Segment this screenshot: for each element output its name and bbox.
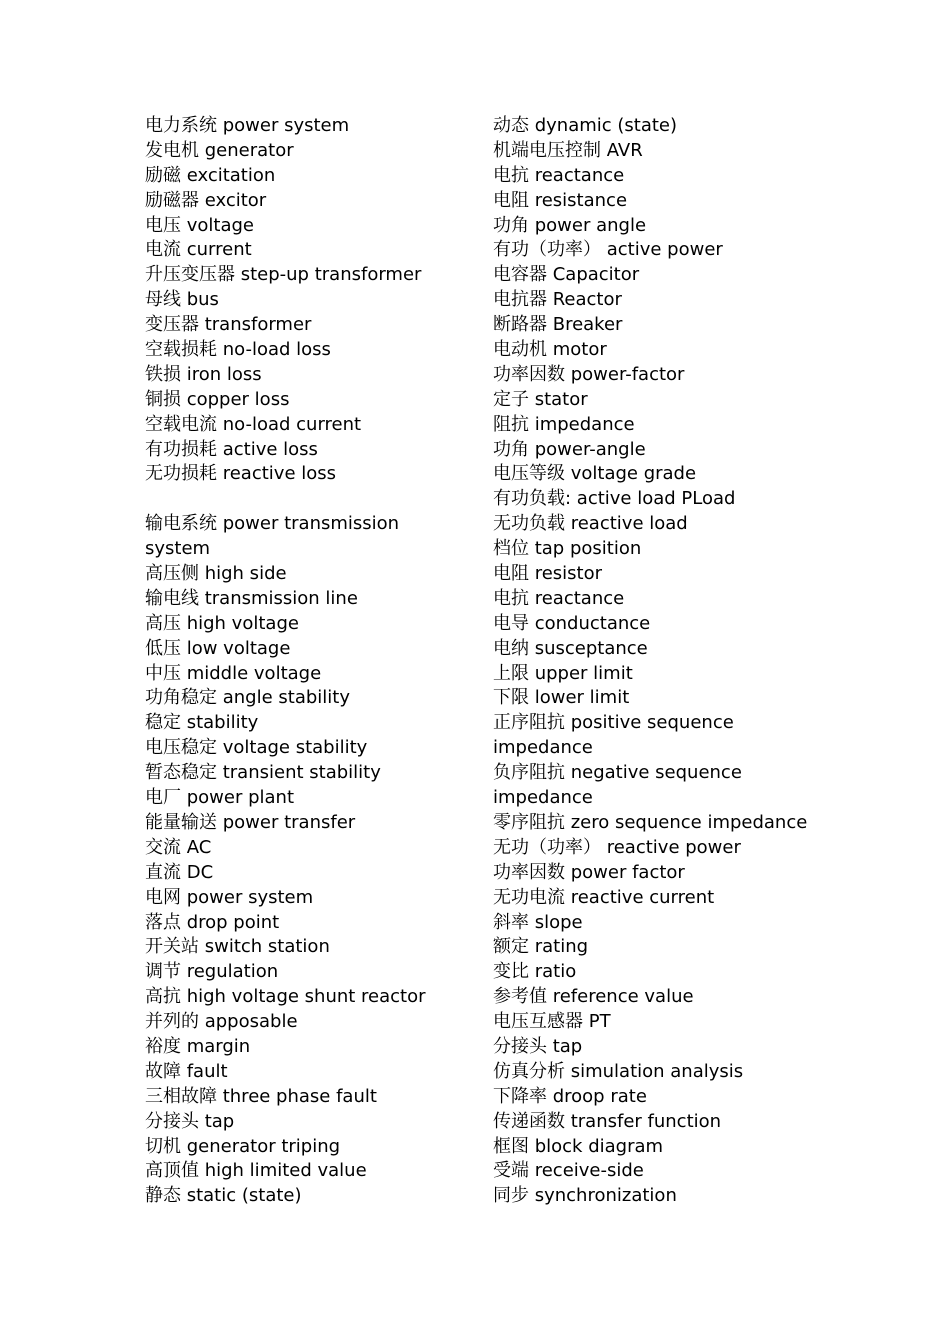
glossary-entry: 功角稳定 angle stability bbox=[145, 687, 350, 709]
glossary-entry: 暂态稳定 transient stability bbox=[145, 762, 381, 784]
glossary-entry: 调节 regulation bbox=[145, 961, 279, 983]
glossary-entry: 静态 static (state) bbox=[145, 1185, 302, 1207]
glossary-entry: 仿真分析 simulation analysis bbox=[493, 1060, 744, 1082]
glossary-entry: 交流 AC bbox=[145, 836, 212, 858]
glossary-entry: 输电线 transmission line bbox=[145, 587, 358, 609]
glossary-entry: 有功（功率） active power bbox=[493, 239, 723, 261]
glossary-entry: 母线 bus bbox=[145, 289, 219, 311]
left-glossary-column bbox=[145, 114, 475, 1209]
glossary-entry: 电抗 reactance bbox=[493, 587, 625, 609]
glossary-entry: 框图 block diagram bbox=[493, 1135, 664, 1157]
glossary-entry: 定子 stator bbox=[493, 388, 588, 410]
glossary-entry: 电流 current bbox=[145, 239, 252, 261]
glossary-entry: 电压稳定 voltage stability bbox=[145, 737, 368, 759]
glossary-entry: 无功（功率） reactive power bbox=[493, 836, 741, 858]
glossary-entry: 功率因数 power factor bbox=[493, 861, 685, 883]
glossary-entry: 无功电流 reactive current bbox=[493, 886, 715, 908]
glossary-entry: 功角 power-angle bbox=[493, 438, 646, 460]
glossary-entry: 变比 ratio bbox=[493, 961, 577, 983]
glossary-entry: 空载损耗 no-load loss bbox=[145, 339, 331, 361]
glossary-entry: 电导 conductance bbox=[493, 612, 651, 634]
glossary-entry: 无功负载 reactive load bbox=[493, 513, 688, 535]
glossary-entry: 档位 tap position bbox=[493, 538, 642, 560]
glossary-entry: 电压 voltage bbox=[145, 214, 254, 236]
glossary-entry: 铁损 iron loss bbox=[145, 363, 262, 385]
glossary-entry: 分接头 tap bbox=[493, 1035, 583, 1057]
glossary-entry: 三相故障 three phase fault bbox=[145, 1085, 377, 1107]
glossary-entry: 稳定 stability bbox=[145, 712, 259, 734]
glossary-entry: 电阻 resistance bbox=[493, 189, 628, 211]
glossary-entry: 电阻 resistor bbox=[493, 563, 603, 585]
glossary-entry: 正序阻抗 positive sequence bbox=[493, 712, 734, 734]
glossary-entry: 空载电流 no-load current bbox=[145, 413, 362, 435]
right-glossary-column bbox=[493, 114, 823, 1209]
glossary-entry: 开关站 switch station bbox=[145, 936, 330, 958]
glossary-entry: 直流 DC bbox=[145, 861, 214, 883]
glossary-entry: 发电机 generator bbox=[145, 139, 294, 161]
glossary-entry: 动态 dynamic (state) bbox=[493, 115, 678, 136]
glossary-entry: impedance bbox=[493, 787, 593, 809]
glossary-entry: 电压等级 voltage grade bbox=[493, 463, 697, 485]
glossary-entry: 下降率 droop rate bbox=[493, 1085, 647, 1107]
glossary-entry: 电容器 Capacitor bbox=[493, 264, 640, 286]
glossary-entry: 斜率 slope bbox=[493, 911, 583, 933]
glossary-entry: 高抗 high voltage shunt reactor bbox=[145, 986, 426, 1008]
glossary-entry: 高顶值 high limited value bbox=[145, 1160, 367, 1182]
glossary-entry: impedance bbox=[493, 737, 593, 759]
glossary-entry: 切机 generator triping bbox=[145, 1135, 341, 1157]
glossary-entry: system bbox=[145, 538, 211, 560]
glossary-entry: 电压互感器 PT bbox=[493, 1011, 611, 1033]
glossary-entry: 励磁器 excitor bbox=[145, 189, 267, 211]
glossary-entry: 低压 low voltage bbox=[145, 637, 291, 659]
glossary-entry: 上限 upper limit bbox=[493, 662, 633, 684]
glossary-entry: 电力系统 power system bbox=[145, 115, 350, 136]
glossary-entry: 高压 high voltage bbox=[145, 612, 299, 634]
glossary-entry: 电厂 power plant bbox=[145, 787, 295, 809]
glossary-entry: 并列的 apposable bbox=[145, 1011, 298, 1033]
glossary-entry: 负序阻抗 negative sequence bbox=[493, 762, 742, 784]
glossary-entry: 升压变压器 step-up transformer bbox=[145, 264, 422, 286]
glossary-entry: 中压 middle voltage bbox=[145, 662, 322, 684]
glossary-entry: 电抗 reactance bbox=[493, 164, 625, 186]
glossary-entry: 输电系统 power transmission bbox=[145, 513, 400, 535]
blank-line bbox=[145, 487, 475, 512]
glossary-entry: 功角 power angle bbox=[493, 214, 647, 236]
glossary-entry: 铜损 copper loss bbox=[145, 388, 290, 410]
glossary-entry: 阻抗 impedance bbox=[493, 413, 635, 435]
glossary-entry: 裕度 margin bbox=[145, 1035, 251, 1057]
glossary-entry: 无功损耗 reactive loss bbox=[145, 463, 337, 485]
glossary-entry: 电纳 susceptance bbox=[493, 637, 648, 659]
glossary-entry: 电网 power system bbox=[145, 886, 314, 908]
glossary-entry: 故障 fault bbox=[145, 1060, 228, 1082]
glossary-entry: 下限 lower limit bbox=[493, 687, 630, 709]
glossary-entry: 功率因数 power-factor bbox=[493, 363, 685, 385]
glossary-entry: 同步 synchronization bbox=[493, 1185, 677, 1207]
glossary-entry: 参考值 reference value bbox=[493, 986, 694, 1008]
glossary-entry: 落点 drop point bbox=[145, 911, 280, 933]
glossary-entry: 零序阻抗 zero sequence impedance bbox=[493, 811, 808, 833]
glossary-entry: 电动机 motor bbox=[493, 339, 607, 361]
glossary-entry: 有功负载: active load PLoad bbox=[493, 488, 736, 510]
glossary-entry: 断路器 Breaker bbox=[493, 314, 623, 336]
glossary-entry: 额定 rating bbox=[493, 936, 589, 958]
glossary-entry: 机端电压控制 AVR bbox=[493, 139, 643, 161]
glossary-entry: 分接头 tap bbox=[145, 1110, 235, 1132]
glossary-entry: 受端 receive-side bbox=[493, 1160, 644, 1182]
glossary-entry: 有功损耗 active loss bbox=[145, 438, 318, 460]
glossary-entry: 变压器 transformer bbox=[145, 314, 312, 336]
glossary-entry: 传递函数 transfer function bbox=[493, 1110, 722, 1132]
glossary-entry: 励磁 excitation bbox=[145, 164, 276, 186]
glossary-entry: 能量输送 power transfer bbox=[145, 811, 356, 833]
glossary-entry: 高压侧 high side bbox=[145, 563, 287, 585]
glossary-entry: 电抗器 Reactor bbox=[493, 289, 622, 311]
